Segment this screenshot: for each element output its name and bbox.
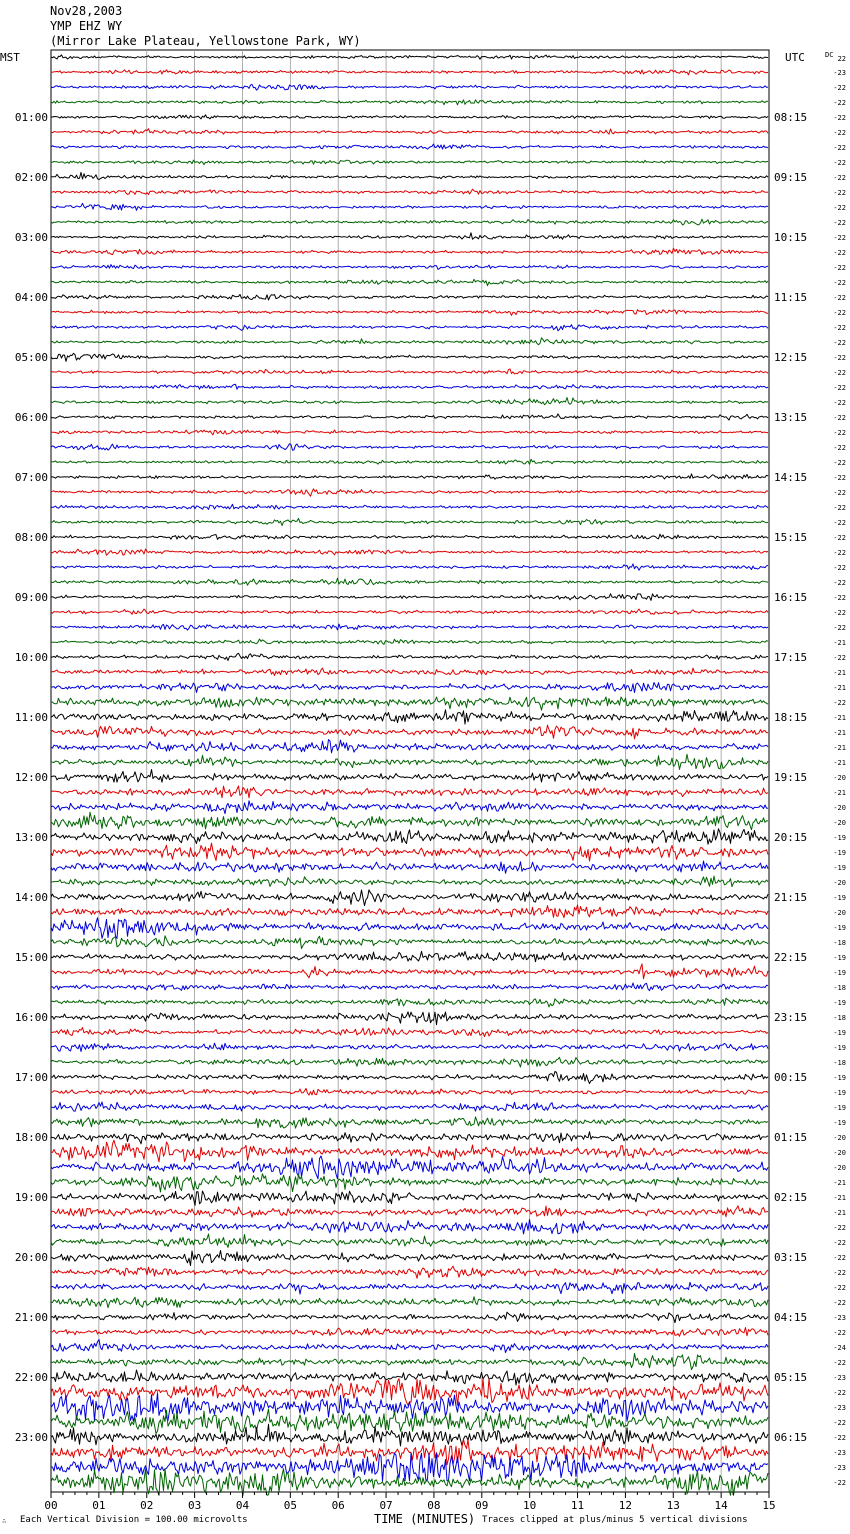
dc-offset-label: -22 [833, 609, 846, 617]
dc-offset-label: -22 [833, 624, 846, 632]
utc-hour-label: 16:15 [774, 591, 808, 604]
dc-offset-label: -24 [833, 1344, 846, 1352]
dc-offset-label: -22 [833, 129, 846, 137]
seismic-trace [51, 697, 768, 710]
dc-offset-label: -21 [833, 1179, 846, 1187]
seismic-trace [51, 1370, 768, 1385]
seismic-trace [51, 1312, 768, 1323]
seismic-trace [51, 1297, 768, 1308]
dc-offset-label: -23 [833, 1464, 846, 1472]
seismic-trace [51, 951, 768, 961]
mst-hour-label: 10:00 [14, 651, 48, 664]
seismic-trace [51, 983, 768, 991]
seismic-trace [51, 84, 768, 90]
mst-hour-label: 22:00 [14, 1371, 48, 1384]
seismic-trace [51, 936, 768, 949]
seismic-trace [51, 653, 768, 660]
x-tick-label: 07 [379, 1499, 393, 1512]
seismic-trace [51, 639, 768, 644]
dc-offset-label: -23 [833, 1314, 846, 1322]
seismic-trace [51, 754, 768, 769]
utc-hour-label: 03:15 [774, 1251, 808, 1264]
seismic-trace [51, 998, 768, 1007]
mst-hour-label: 08:00 [14, 531, 48, 544]
utc-hour-label: 18:15 [774, 711, 808, 724]
dc-offset-label: -22 [833, 1224, 846, 1232]
seismic-trace [51, 740, 768, 753]
dc-offset-label: -18 [833, 1014, 846, 1022]
dc-offset-label: -22 [833, 174, 846, 182]
dc-offset-label: -22 [833, 354, 846, 362]
dc-offset-label: -21 [833, 639, 846, 647]
seismic-trace [51, 1328, 768, 1337]
seismic-trace [51, 279, 768, 285]
seismic-trace [51, 1088, 768, 1095]
header-date: Nov28,2003 [50, 4, 123, 18]
seismic-trace [51, 294, 768, 300]
header-location: (Mirror Lake Plateau, Yellowstone Park, WY) [50, 34, 361, 48]
dc-offset-label: -21 [833, 669, 846, 677]
seismic-trace [51, 1140, 768, 1162]
seismic-trace [51, 353, 768, 361]
seismic-trace [51, 668, 768, 676]
mst-hour-label: 15:00 [14, 951, 48, 964]
seismic-trace [51, 801, 768, 814]
utc-hour-label: 10:15 [774, 231, 808, 244]
utc-hour-label: 15:15 [774, 531, 808, 544]
dc-offset-label: -21 [833, 684, 846, 692]
dc-offset-label: -22 [833, 99, 846, 107]
dc-offset-label: -22 [833, 399, 846, 407]
utc-hour-label: 23:15 [774, 1011, 808, 1024]
dc-offset-label: -18 [833, 939, 846, 947]
seismic-trace [51, 100, 768, 105]
utc-hour-label: 21:15 [774, 891, 808, 904]
dc-offset-label: -22 [833, 1329, 846, 1337]
seismic-trace [51, 504, 768, 509]
seismic-trace [51, 369, 768, 374]
dc-offset-label: -22 [833, 459, 846, 467]
seismic-trace [51, 384, 768, 389]
dc-offset-label: -21 [833, 1209, 846, 1217]
seismic-trace [51, 1453, 768, 1481]
dc-offset-label: -19 [833, 864, 846, 872]
seismic-trace [51, 325, 768, 331]
dc-offset-label: -22 [833, 1479, 846, 1487]
seismic-trace [51, 1132, 768, 1144]
dc-offset-label: -22 [833, 309, 846, 317]
seismic-trace [51, 219, 768, 225]
seismic-trace [51, 1191, 768, 1205]
seismic-trace [51, 710, 768, 724]
seismic-trace [51, 843, 768, 861]
dc-offset-label: -20 [833, 1134, 846, 1142]
seismic-trace [51, 1219, 768, 1234]
seismic-trace [51, 129, 768, 135]
seismic-trace [51, 1234, 768, 1247]
x-tick-label: 08 [427, 1499, 441, 1512]
dc-offset-label: -20 [833, 909, 846, 917]
utc-hour-label: 01:15 [774, 1131, 808, 1144]
utc-hour-label: 04:15 [774, 1311, 808, 1324]
dc-offset-label: -22 [833, 84, 846, 92]
dc-offset-label: -22 [833, 699, 846, 707]
dc-offset-label: -20 [833, 804, 846, 812]
seismic-trace [51, 829, 768, 844]
seismic-trace [51, 310, 768, 316]
dc-offset-label: -22 [833, 189, 846, 197]
x-tick-label: 14 [714, 1499, 728, 1512]
dc-offset-label: -22 [833, 1359, 846, 1367]
seismic-trace [51, 534, 768, 539]
dc-offset-label: -21 [833, 744, 846, 752]
mst-hour-label: 02:00 [14, 171, 48, 184]
seismic-trace [51, 683, 768, 693]
utc-hour-label: 14:15 [774, 471, 808, 484]
x-tick-label: 10 [523, 1499, 537, 1512]
seismic-trace [51, 905, 768, 918]
seismic-trace [51, 474, 768, 479]
dc-offset-label: -22 [833, 264, 846, 272]
x-tick-label: 13 [666, 1499, 680, 1512]
dc-offset-label: -20 [833, 879, 846, 887]
seismic-trace [51, 518, 768, 525]
dc-offset-label: -20 [833, 1149, 846, 1157]
dc-offset-label: -21 [833, 1194, 846, 1202]
mst-hour-label: 21:00 [14, 1311, 48, 1324]
mst-hour-label: 19:00 [14, 1191, 48, 1204]
seismic-trace [51, 233, 768, 239]
seismic-trace [51, 70, 768, 75]
seismic-trace [51, 770, 768, 783]
seismic-trace [51, 203, 768, 210]
dc-offset-label: -22 [833, 549, 846, 557]
utc-hour-label: 11:15 [774, 291, 808, 304]
seismic-trace [51, 338, 768, 345]
x-tick-label: 05 [283, 1499, 297, 1512]
dc-offset-label: -22 [833, 1254, 846, 1262]
utc-hour-label: 05:15 [774, 1371, 808, 1384]
dc-offset-label: -20 [833, 819, 846, 827]
dc-offset-label: -18 [833, 1059, 846, 1067]
dc-offset-label: -18 [833, 984, 846, 992]
dc-offset-label: -23 [833, 1449, 846, 1457]
dc-offset-label: -22 [833, 204, 846, 212]
utc-hour-label: 17:15 [774, 651, 808, 664]
seismic-trace [51, 189, 768, 194]
seismic-trace [51, 414, 768, 420]
mst-hour-label: 03:00 [14, 231, 48, 244]
dc-offset-label: -22 [833, 159, 846, 167]
utc-hour-label: 12:15 [774, 351, 808, 364]
seismic-trace [51, 1206, 768, 1217]
seismic-trace [51, 430, 768, 435]
dc-offset-label: -20 [833, 1164, 846, 1172]
seismic-trace [51, 1174, 768, 1192]
dc-offset-label: -19 [833, 1044, 846, 1052]
dc-offset-label: -22 [833, 1299, 846, 1307]
dc-offset-label: -22 [833, 114, 846, 122]
seismic-trace [51, 459, 768, 464]
mst-hour-label: 18:00 [14, 1131, 48, 1144]
dc-offset-label: -20 [833, 774, 846, 782]
seismic-trace [51, 1012, 768, 1025]
mst-hour-label: 12:00 [14, 771, 48, 784]
dc-offset-label: -23 [833, 1404, 846, 1412]
dc-offset-label: -22 [833, 444, 846, 452]
seismic-trace [51, 1071, 768, 1083]
seismic-trace [51, 172, 768, 179]
utc-hour-label: 09:15 [774, 171, 808, 184]
dc-offset-label: -22 [833, 294, 846, 302]
dc-offset-label: -19 [833, 1074, 846, 1082]
mst-hour-label: 20:00 [14, 1251, 48, 1264]
dc-offset-label: -19 [833, 924, 846, 932]
dc-offset-label: -22 [833, 279, 846, 287]
seismic-trace [51, 115, 768, 119]
seismic-trace [51, 1393, 768, 1422]
dc-offset-label: -22 [833, 219, 846, 227]
seismic-trace [51, 1057, 768, 1067]
x-tick-label: 15 [762, 1499, 776, 1512]
dc-offset-label: -22 [833, 579, 846, 587]
seismic-trace [51, 1102, 768, 1111]
seismic-trace [51, 144, 768, 149]
dc-offset-label: -22 [833, 564, 846, 572]
seismic-trace [51, 812, 768, 830]
utc-hour-label: 22:15 [774, 951, 808, 964]
seismic-trace [51, 890, 768, 906]
dc-offset-label: -22 [833, 1434, 846, 1442]
dc-label: DC [825, 51, 834, 59]
dc-offset-label: -19 [833, 1104, 846, 1112]
utc-hour-label: 20:15 [774, 831, 808, 844]
x-tick-label: 06 [331, 1499, 345, 1512]
dc-offset-label: -22 [833, 1389, 846, 1397]
seismic-trace [51, 964, 768, 979]
mst-hour-label: 11:00 [14, 711, 48, 724]
dc-offset-label: -22 [833, 324, 846, 332]
seismic-trace [51, 1043, 768, 1051]
x-tick-label: 09 [475, 1499, 489, 1512]
seismic-trace [51, 1440, 768, 1465]
mst-hour-label: 04:00 [14, 291, 48, 304]
dc-offset-label: -22 [833, 369, 846, 377]
dc-offset-label: -19 [833, 969, 846, 977]
seismic-trace [51, 918, 768, 939]
mst-hour-label: 13:00 [14, 831, 48, 844]
dc-offset-label: -22 [833, 654, 846, 662]
dc-offset-label: -19 [833, 1119, 846, 1127]
dc-offset-label: -22 [833, 414, 846, 422]
dc-offset-label: -22 [833, 429, 846, 437]
seismic-trace [51, 861, 768, 873]
seismic-trace [51, 578, 768, 585]
dc-offset-label: -22 [833, 384, 846, 392]
seismic-trace [51, 876, 768, 887]
seismic-trace [51, 160, 768, 165]
x-tick-label: 01 [92, 1499, 106, 1512]
scale-note: Each Vertical Division = 100.00 microvolts [20, 1515, 248, 1525]
dc-offset-label: 22 [837, 55, 846, 63]
mst-hour-label: 06:00 [14, 411, 48, 424]
dc-offset-label: -22 [833, 1419, 846, 1427]
dc-offset-label: -23 [833, 69, 846, 77]
dc-offset-label: -19 [833, 834, 846, 842]
mst-hour-label: 09:00 [14, 591, 48, 604]
scale-note-icon: ∴ [2, 1517, 7, 1525]
x-tick-label: 04 [235, 1499, 250, 1512]
mst-hour-label: 17:00 [14, 1071, 48, 1084]
mst-hour-label: 16:00 [14, 1011, 48, 1024]
dc-offset-label: -22 [833, 144, 846, 152]
mst-hour-label: 14:00 [14, 891, 48, 904]
seismic-trace [51, 489, 768, 496]
left-zone-label: MST [0, 51, 20, 64]
seismic-trace [51, 1251, 768, 1266]
seismic-trace [51, 609, 768, 614]
dc-offset-label: -22 [833, 474, 846, 482]
dc-offset-label: -19 [833, 1089, 846, 1097]
dc-offset-label: -22 [833, 489, 846, 497]
seismic-trace [51, 1282, 768, 1294]
dc-offset-label: -21 [833, 759, 846, 767]
x-tick-label: 11 [570, 1499, 585, 1512]
seismic-trace [51, 444, 768, 451]
seismic-trace [51, 1028, 768, 1037]
utc-hour-label: 06:15 [774, 1431, 808, 1444]
x-tick-label: 02 [140, 1499, 154, 1512]
right-zone-label: UTC [785, 51, 805, 64]
mst-hour-label: 07:00 [14, 471, 48, 484]
mst-hour-label: 05:00 [14, 351, 48, 364]
seismic-trace [51, 725, 768, 739]
clip-note: Traces clipped at plus/minus 5 vertical divisions [482, 1515, 748, 1525]
dc-offset-label: -19 [833, 894, 846, 902]
utc-hour-label: 19:15 [774, 771, 808, 784]
mst-hour-label: 23:00 [14, 1431, 48, 1444]
x-tick-label: 00 [44, 1499, 58, 1512]
utc-hour-label: 02:15 [774, 1191, 808, 1204]
dc-offset-label: -22 [833, 339, 846, 347]
seismic-trace [51, 1340, 768, 1353]
dc-offset-label: -22 [833, 249, 846, 257]
seismic-trace [51, 55, 768, 59]
x-tick-label: 03 [187, 1499, 202, 1512]
mst-hour-label: 01:00 [14, 111, 48, 124]
dc-offset-label: -19 [833, 849, 846, 857]
dc-offset-label: -21 [833, 714, 846, 722]
dc-offset-label: -22 [833, 234, 846, 242]
dc-offset-label: -19 [833, 954, 846, 962]
utc-hour-label: 08:15 [774, 111, 808, 124]
seismic-trace [51, 265, 768, 270]
utc-hour-label: 13:15 [774, 411, 808, 424]
seismic-trace [51, 1354, 768, 1370]
seismic-trace [51, 1117, 768, 1128]
x-axis-label: TIME (MINUTES) [374, 1512, 476, 1526]
seismic-trace [51, 549, 768, 555]
seismic-trace [51, 564, 768, 570]
dc-offset-label: -22 [833, 1239, 846, 1247]
dc-offset-label: -22 [833, 504, 846, 512]
utc-hour-label: 00:15 [774, 1071, 808, 1084]
seismic-trace [51, 786, 768, 798]
seismic-trace [51, 248, 768, 254]
dc-offset-label: -21 [833, 789, 846, 797]
dc-offset-label: -23 [833, 1374, 846, 1382]
dc-offset-label: -19 [833, 1029, 846, 1037]
header-station: YMP EHZ WY [50, 19, 123, 33]
seismic-trace [51, 594, 768, 601]
dc-offset-label: -22 [833, 1284, 846, 1292]
dc-offset-label: -19 [833, 999, 846, 1007]
dc-offset-label: -22 [833, 594, 846, 602]
seismic-trace [51, 398, 768, 405]
seismic-trace [51, 624, 768, 630]
dc-offset-label: -22 [833, 534, 846, 542]
seismic-trace [51, 1266, 768, 1278]
dc-offset-label: -22 [833, 1269, 846, 1277]
dc-offset-label: -22 [833, 519, 846, 527]
dc-offset-label: -21 [833, 729, 846, 737]
x-tick-label: 12 [618, 1499, 633, 1512]
